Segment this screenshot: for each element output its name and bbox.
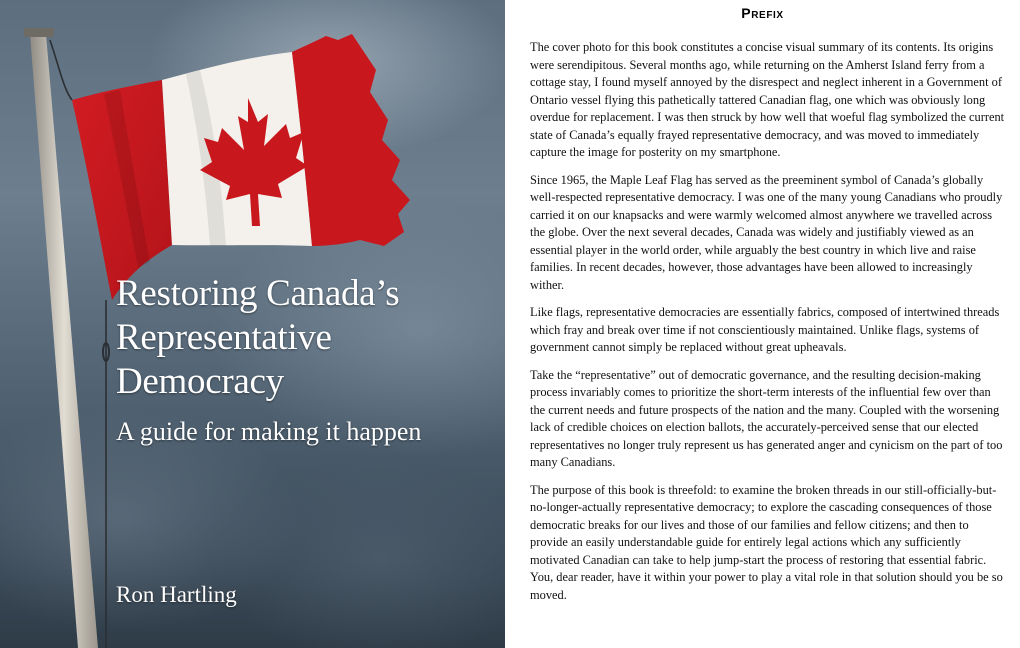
cover-title-line-1: Restoring Canada’s bbox=[116, 273, 400, 314]
prefix-body bbox=[530, 39, 1006, 614]
book-cover bbox=[0, 0, 505, 648]
flag-right-band bbox=[292, 34, 410, 246]
prefix-page bbox=[505, 0, 1020, 648]
prefix-paragraph-4: Take the “representative” out of democratic governance, and the resulting decision-making process invariably comes to prioritize the short-term interests of the influential few over than the current needs and future prospects of the nation and the many. Coupled with the worsening lack of credible choices on election ballots, the accurately-perceived sense that our elected representatives no longer truly represent us has generated anger and cynicism on the part of too many Canadians. bbox=[530, 367, 1003, 469]
prefix-paragraph-5: The purpose of this book is threefold: to examine the broken threads in our still-officially-but-no-longer-actually representative democracy; to explore the cascading consequences of those democratic breaks for our lives and those of our families and fellow citizens; and then to provide an easily understandable guide for entirely legal actions which any sufficiently motivated Canadian can take to help jump-start the process of restoring that essential fabric. You, dear reader, have it within your power to play a vital role in that solution should you be so moved. bbox=[530, 482, 1003, 602]
cover-title-line-3: Democracy bbox=[116, 361, 284, 402]
prefix-paragraph-3: Like flags, representative democracies are essentially fabrics, composed of intertwined threads which fray and break over time if not conscientiously maintained. Unlike flags, systems of government cannot simply be replaced without great upheavals. bbox=[530, 305, 1000, 354]
prefix-paragraph-1: The cover photo for this book constitutes a concise visual summary of its contents. Its origins were serendipitous. Several months ago, while returning on the Amherst Island ferry from a cottage stay, I found myself annoyed by the disrespect and neglect inherent in a Government of Ontario vessel flying this pathetically tattered Canadian flag, one which was obviously long overdue for replacement. I was then struck by how well that woeful flag symbolized the current state of Canada’s equally frayed representative democracy, and was moved to immediately capture the image for posterity on my smartphone. bbox=[530, 40, 1005, 159]
prefix-heading: Prefix bbox=[741, 5, 784, 21]
cover-title-line-2: Representative bbox=[116, 317, 332, 358]
cover-title bbox=[116, 272, 399, 404]
cover-subtitle: A guide for making it happen bbox=[116, 417, 422, 446]
prefix-paragraph-2: Since 1965, the Maple Leaf Flag has served as the preeminent symbol of Canada’s globally well-respected representative democracy. I was one of the many young Canadians who proudly carried it on our knapsacks and were warmly welcomed almost anywhere we travelled across the globe. Over the next several decades, Canada was widely and justifiably viewed as an essential player in the world order, while arguably the best country in which live and raise families. In recent decades, however, those advantages have been allowed to increasingly wither. bbox=[530, 172, 1003, 292]
pole-cap bbox=[24, 28, 54, 37]
cover-author: Ron Hartling bbox=[116, 582, 237, 607]
